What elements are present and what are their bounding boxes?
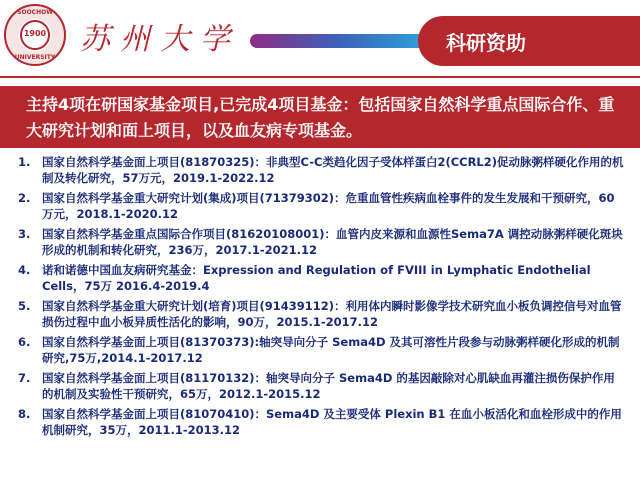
logo-inner-text: 1900 [23, 29, 47, 38]
list-item [14, 406, 626, 438]
item-text: 国家自然科学基金面上项目(81170132)：轴突导向分子 Sema4D 的基因敲除对心肌缺血再灌注损伤保护作用的机制及实验性干预研究，65万，2012.1-2015.12 [42, 371, 615, 401]
summary-box: 主持4项在研国家基金项目,已完成4项目基金：包括国家自然科学重点国际合作、重大研究计划和面上项目，以及血友病专项基金。 [0, 86, 640, 148]
list-item [14, 190, 626, 222]
funding-list [14, 154, 626, 442]
list-item [14, 334, 626, 366]
item-text: 国家自然科学基金重大研究计划(培育)项目(91439112)：利用体内瞬时影像学技术研究血小板负调控信号对血管损伤过程中血小板异质性活化的影响，90万，2015.1-2017.12 [42, 299, 622, 329]
item-number: 4. [18, 263, 31, 277]
list-item [14, 298, 626, 330]
item-text: 国家自然科学基金面上项目(81370373):轴突导向分子 Sema4D 及其可溶性片段参与动脉粥样硬化形成的机制研究,75万,2014.1-2017.12 [42, 335, 620, 365]
item-text: 国家自然科学基金面上项目(81870325)：非典型C-C类趋化因子受体样蛋白2(CCRL2)促动脉粥样硬化作用的机制及转化研究，57万元，2019.1-2022.12 [42, 155, 624, 185]
logo-text-bottom: UNIVERSITY [14, 54, 56, 61]
item-number: 7. [18, 371, 31, 385]
item-text: 国家自然科学基金面上项目(81070410)：Sema4D 及主要受体 Plexin B1 在血小板活化和血栓形成中的作用机制研究，35万，2011.1-2013.12 [42, 407, 622, 437]
logo-text-top: SOOCHOW [17, 9, 53, 16]
header-divider [0, 76, 640, 78]
item-text: 国家自然科学基金重大研究计划(集成)项目(71379302)：危重血管性疾病血栓事件的发生发展和干预研究，60万元，2018.1-2020.12 [42, 191, 615, 221]
item-number: 5. [18, 299, 31, 313]
item-text: 诺和诺德中国血友病研究基金：Expression and Regulation of FVIII in Lymphatic Endothelial Cells，75万 2016.4-2019.4 [42, 263, 591, 293]
slide-header [0, 0, 640, 78]
item-number: 6. [18, 335, 31, 349]
logo-inner-circle [20, 20, 50, 50]
item-number: 8. [18, 407, 31, 421]
list-item [14, 370, 626, 402]
item-number: 1. [18, 155, 31, 169]
item-number: 3. [18, 227, 31, 241]
list-item [14, 262, 626, 294]
university-name-calligraphy: 苏州大学 [80, 22, 240, 57]
item-number: 2. [18, 191, 31, 205]
section-title: 科研资助 [446, 31, 526, 55]
item-text: 国家自然科学基金重点国际合作项目(81620108001)：血管内皮来源和血源性Sema7A 调控动脉粥样硬化斑块形成的机制和转化研究，236万，2017.1-2021.12 [42, 227, 623, 257]
university-logo [4, 4, 66, 66]
list-item [14, 226, 626, 258]
list-item [14, 154, 626, 186]
